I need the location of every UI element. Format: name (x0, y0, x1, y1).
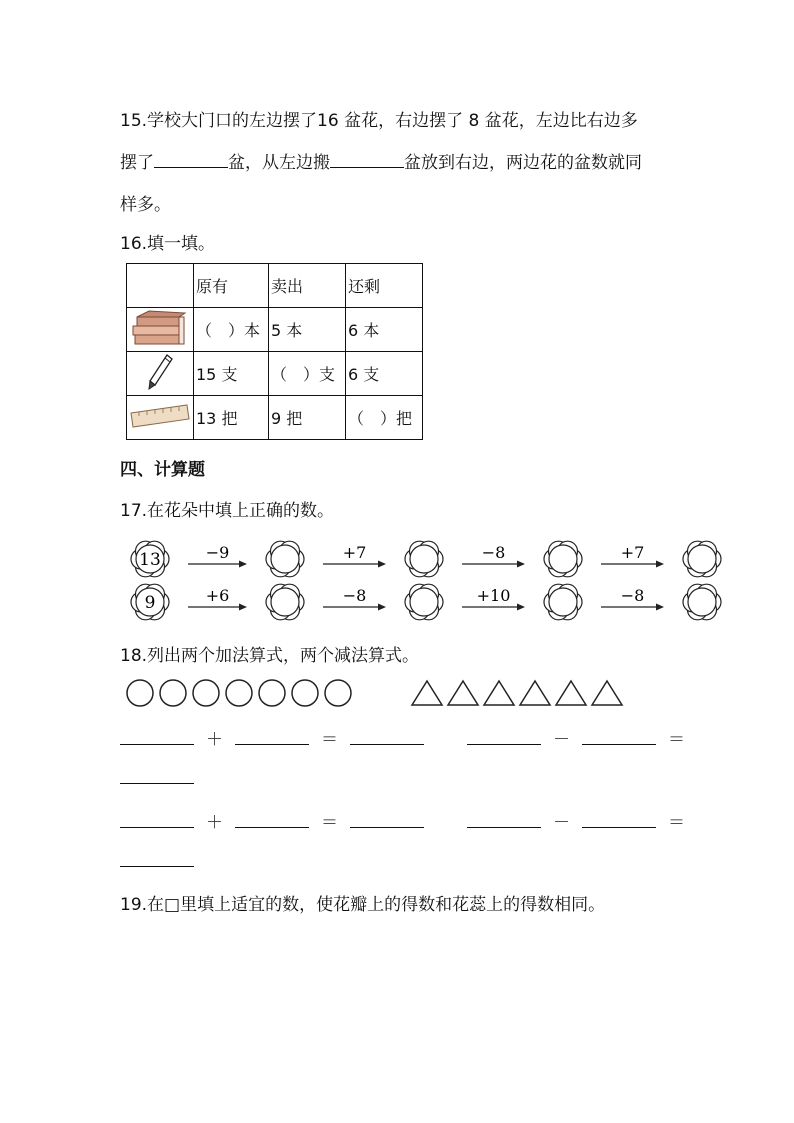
triangle-shape (484, 681, 514, 705)
arrow-head (517, 604, 525, 611)
books-icon (127, 308, 194, 352)
table-cell[interactable]: （ ）支 (269, 352, 346, 396)
answer-blank[interactable] (120, 744, 194, 745)
answer-blank[interactable] (582, 827, 656, 828)
table-cell: 9 把 (269, 396, 346, 440)
arrow-head (239, 561, 247, 568)
equals-sign: ＝ (668, 813, 685, 833)
table-cell: 13 把 (194, 396, 269, 440)
flower[interactable] (266, 541, 304, 577)
answer-blank[interactable] (350, 827, 424, 828)
answer-blank[interactable] (120, 866, 194, 867)
minus-sign: － (553, 813, 570, 833)
q18-title: 18.列出两个加法算式，两个减法算式。 (120, 646, 420, 666)
answer-blank[interactable] (582, 744, 656, 745)
addition-equation-2 (120, 808, 424, 833)
flower[interactable] (544, 541, 582, 577)
arrow-head (656, 561, 664, 568)
circle-shape (292, 680, 318, 706)
q15-blank-1[interactable] (154, 166, 228, 168)
flower[interactable] (683, 541, 721, 577)
circle-group (126, 678, 366, 714)
arrow-head (656, 604, 664, 611)
flower-chains (0, 528, 794, 628)
table-header-cell: 卖出 (269, 264, 346, 308)
table-cell: 6 支 (346, 352, 423, 396)
subtraction-answer-1 (120, 769, 194, 789)
flower[interactable] (266, 584, 304, 620)
minus-sign: － (553, 730, 570, 750)
circle-shape (193, 680, 219, 706)
circle-shape (160, 680, 186, 706)
subtraction-answer-2 (120, 852, 194, 872)
q15-line1: 15.学校大门口的左边摆了16 盆花，右边摆了 8 盆花，左边比右边多 (120, 111, 638, 131)
arrow-head (378, 604, 386, 611)
triangle-group (410, 678, 630, 714)
operation-label: +6 (205, 586, 230, 605)
table-cell[interactable]: （ ）本 (194, 308, 269, 352)
flower-number: 9 (144, 593, 156, 613)
flower (131, 584, 169, 620)
equals-sign: ＝ (321, 730, 338, 750)
table-cell: 15 支 (194, 352, 269, 396)
table-cell: 6 本 (346, 308, 423, 352)
operation-label: −8 (481, 543, 506, 562)
table-header-cell: 原有 (194, 264, 269, 308)
operation-label: +7 (342, 543, 367, 562)
flower-number: 13 (139, 550, 161, 570)
subtraction-equation-1 (467, 725, 697, 750)
circle-shape (259, 680, 285, 706)
table-row (127, 308, 423, 352)
q17-title: 17.在花朵中填上正确的数。 (120, 501, 335, 521)
table-cell[interactable]: （ ）把 (346, 396, 423, 440)
answer-blank[interactable] (467, 744, 541, 745)
plus-sign: ＋ (206, 730, 223, 750)
flower[interactable] (405, 541, 443, 577)
circle-shape (127, 680, 153, 706)
triangle-shape (592, 681, 622, 705)
circle-shape (325, 680, 351, 706)
q16-title: 16.填一填。 (120, 234, 216, 254)
triangle-shape (556, 681, 586, 705)
q16-table (126, 263, 423, 440)
q15-line2 (120, 148, 642, 173)
q15-text-c: 盆放到右边，两边花的盆数就同 (404, 153, 642, 173)
q19-title: 19.在□里填上适宜的数，使花瓣上的得数和花蕊上的得数相同。 (120, 895, 606, 915)
flower[interactable] (683, 584, 721, 620)
answer-blank[interactable] (467, 827, 541, 828)
answer-blank[interactable] (350, 744, 424, 745)
section-heading: 四、计算题 (120, 460, 205, 480)
addition-equation-1 (120, 725, 424, 750)
answer-blank[interactable] (120, 783, 194, 784)
arrow-head (239, 604, 247, 611)
triangle-shape (520, 681, 550, 705)
flower[interactable] (405, 584, 443, 620)
table-header-cell: 还剩 (346, 264, 423, 308)
flower[interactable] (544, 584, 582, 620)
table-cell: 5 本 (269, 308, 346, 352)
q15-text-a: 摆了 (120, 153, 154, 173)
ruler-icon (127, 396, 194, 440)
arrow-head (517, 561, 525, 568)
table-row (127, 264, 423, 308)
answer-blank[interactable] (235, 827, 309, 828)
q15-blank-2[interactable] (330, 166, 404, 168)
table-row (127, 352, 423, 396)
answer-blank[interactable] (235, 744, 309, 745)
q15-line3: 样多。 (120, 195, 171, 215)
table-row (127, 396, 423, 440)
circle-shape (226, 680, 252, 706)
answer-blank[interactable] (120, 827, 194, 828)
table-corner-cell (127, 264, 194, 308)
equals-sign: ＝ (321, 813, 338, 833)
flower (131, 541, 169, 577)
q15-text-b: 盆，从左边搬 (228, 153, 330, 173)
pencil-icon (127, 352, 194, 396)
arrow-head (378, 561, 386, 568)
plus-sign: ＋ (206, 813, 223, 833)
operation-label: +7 (620, 543, 645, 562)
equals-sign: ＝ (668, 730, 685, 750)
operation-label: −8 (620, 586, 645, 605)
subtraction-equation-2 (467, 808, 697, 833)
triangle-shape (448, 681, 478, 705)
operation-label: +10 (476, 586, 511, 605)
triangle-shape (412, 681, 442, 705)
operation-label: −8 (342, 586, 367, 605)
operation-label: −9 (205, 543, 230, 562)
